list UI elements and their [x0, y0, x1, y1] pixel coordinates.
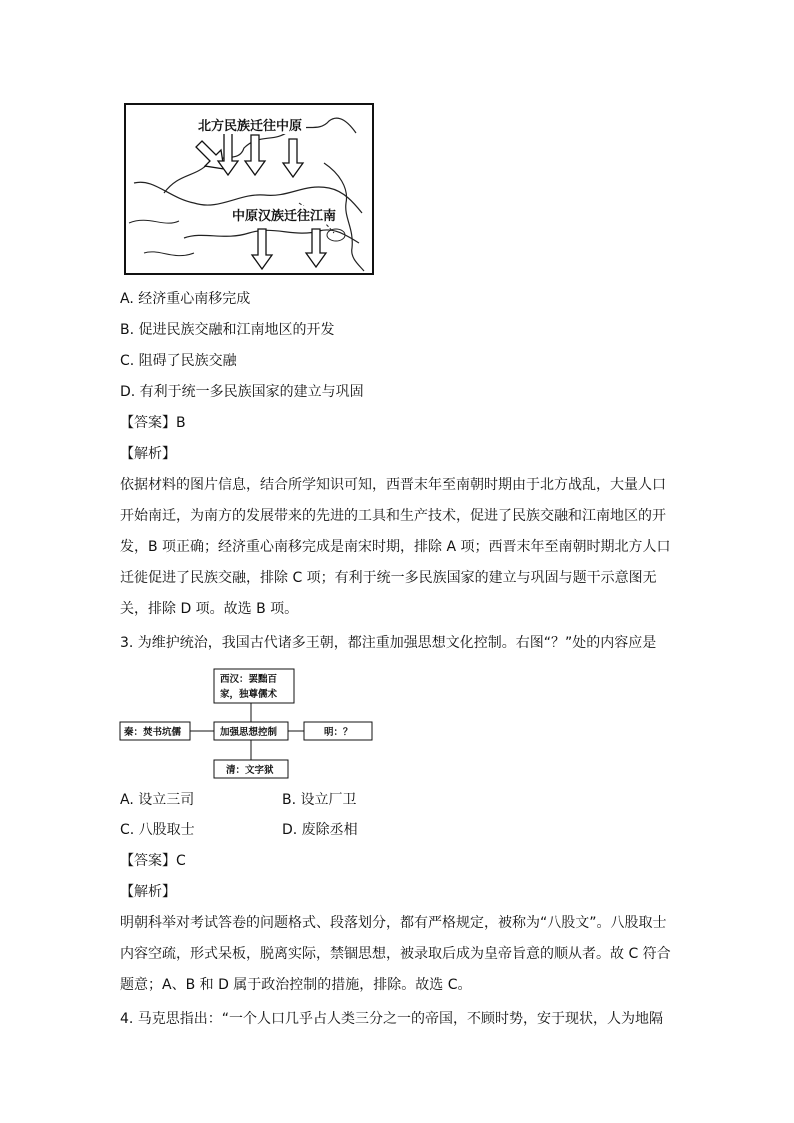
- q3-answer: 【答案】C: [120, 853, 186, 869]
- q3-option-b: B. 设立厂卫: [282, 792, 357, 808]
- diagram-top-line2: 家，独尊儒术: [220, 689, 278, 700]
- q2-analysis-title: 【解析】: [120, 446, 176, 462]
- q2-analysis-line: 关，排除 D 项。故选 B 项。: [120, 601, 299, 617]
- q2-option-a: A. 经济重心南移完成: [120, 291, 251, 307]
- q3-analysis-title: 【解析】: [120, 884, 176, 900]
- q2-analysis-line: 发，B 项正确；经济重心南移完成是南宋时期，排除 A 项；西晋末年至南朝时期北方人口: [120, 539, 671, 555]
- q2-option-d: D. 有利于统一多民族国家的建立与巩固: [120, 384, 364, 400]
- q3-analysis-line: 题意；A、B 和 D 属于政治控制的措施，排除。故选 C。: [120, 977, 472, 993]
- q3-option-a: A. 设立三司: [120, 792, 195, 808]
- q3-stem: 3. 为维护统治，我国古代诸多王朝，都注重加强思想文化控制。右图“？”处的内容应是: [120, 635, 657, 651]
- diagram-center: 加强思想控制: [220, 727, 278, 738]
- q2-analysis-line: 依据材料的图片信息，结合所学知识可知，西晋末年至南朝时期由于北方战乱，大量人口: [120, 477, 666, 493]
- q3-analysis-line: 明朝科举对考试答卷的问题格式、段落划分，都有严格规定，被称为“八股文”。八股取士: [120, 915, 667, 931]
- map-label-north: 北方民族迁往中原: [197, 119, 303, 134]
- q3-diagram: [118, 668, 374, 780]
- q2-option-b: B. 促进民族交融和江南地区的开发: [120, 322, 335, 338]
- diagram-left: 秦：焚书坑儒: [124, 727, 182, 738]
- q2-analysis-line: 开始南迁，为南方的发展带来的先进的工具和生产技术，促进了民族交融和江南地区的开: [120, 508, 666, 524]
- q2-answer: 【答案】B: [120, 415, 186, 431]
- q4-stem: 4. 马克思指出：“一个人口几乎占人类三分之一的帝国，不顾时势，安于现状，人为地隔: [120, 1011, 664, 1027]
- q3-analysis-line: 内容空疏，形式呆板，脱离实际，禁锢思想，被录取后成为皇帝旨意的顺从者。故 C 符合: [120, 946, 671, 962]
- diagram-top-line1: 西汉：罢黜百: [220, 674, 278, 685]
- q2-option-c: C. 阻碍了民族交融: [120, 353, 237, 369]
- migration-map: [124, 103, 374, 275]
- diagram-right: 明：？: [324, 727, 353, 738]
- map-label-south: 中原汉族迁往江南: [231, 209, 337, 224]
- diagram-bottom: 清：文字狱: [226, 765, 274, 776]
- q2-analysis-line: 迁徙促进了民族交融，排除 C 项；有利于统一多民族国家的建立与巩固与题干示意图无: [120, 570, 657, 586]
- q3-option-c: C. 八股取士: [120, 822, 195, 838]
- q3-option-d: D. 废除丞相: [282, 822, 358, 838]
